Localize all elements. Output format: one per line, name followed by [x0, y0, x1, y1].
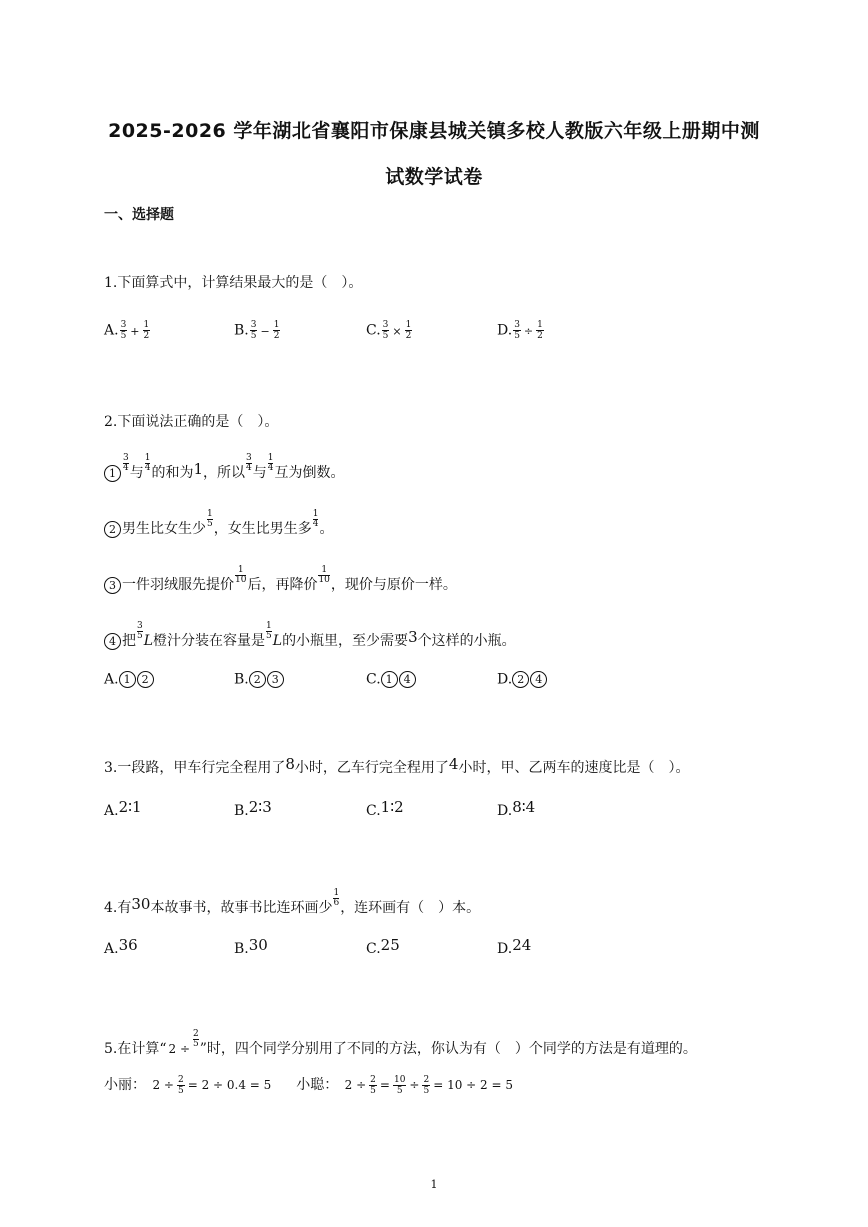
q5-student-answers: 小丽： 2 ÷ $\frac{2}{5}$ = 2 ÷ 0.4 = 5 小聪： 2 ÷ $\frac{2}{5}$ = $\frac{10}{5}$ ÷ $\frac{2}{5}$ = 10 ÷ 2 = 5: [104, 1074, 513, 1096]
q3-option-b[interactable]: B.2∶3: [234, 798, 272, 819]
q1-option-a[interactable]: A. $\frac{3}{5}$ + $\frac{1}{2}$: [104, 320, 150, 341]
circled-number: 1: [104, 465, 121, 482]
xiaocong-label: 小聪：: [296, 1077, 339, 1093]
q4-stem: 4.有30本故事书，故事书比连环画少 $\frac{1}{6}$ ，连环画有（ ）本。: [104, 888, 481, 916]
q4-option-c[interactable]: C.25: [366, 936, 400, 957]
q2-option-a[interactable]: A. 1 2: [104, 671, 155, 688]
page-number: 1: [430, 1178, 438, 1191]
exam-title-line1: 2025-2026 学年湖北省襄阳市保康县城关镇多校人教版六年级上册期中测: [108, 120, 760, 142]
q1-option-d[interactable]: D. $\frac{3}{5}$ ÷ $\frac{1}{2}$: [497, 320, 543, 341]
q2-option-c[interactable]: C. 1 4: [366, 671, 417, 688]
q2-statement-4: 4 把 $\frac{3}{5}$ L橙汁分装在容量是 $\frac{1}{5}$ L的小瓶里，至少需要3个这样的小瓶。: [104, 630, 516, 650]
section-heading: 一、选择题: [104, 207, 174, 223]
q2-statement-3: 3 一件羽绒服先提价 $\frac{1}{10}$ 后，再降价 $\frac{1}{10}$ ，现价与原价一样。: [104, 574, 457, 594]
q5-stem: 5.在计算“ 2 ÷ $\frac{2}{5}$ ”时，四个同学分别用了不同的方法，你认为有（ ）个同学的方法是有道理的。: [104, 1029, 697, 1057]
q1-stem: 1.下面算式中，计算结果最大的是（ ）。: [104, 275, 363, 291]
q2-statement-1: 1 $\frac{3}{4}$ 与 $\frac{1}{4}$ 的和为1，所以 $\frac{3}{4}$ 与 $\frac{1}{4}$ 互为倒数。: [104, 462, 344, 482]
exam-title-line2: 试数学试卷: [385, 166, 483, 188]
q3-option-c[interactable]: C.1∶2: [366, 798, 404, 819]
q4-option-d[interactable]: D.24: [497, 936, 532, 957]
xiaoli-label: 小丽：: [104, 1077, 146, 1093]
q3-option-d[interactable]: D.8∶4: [497, 798, 536, 819]
q1-option-c[interactable]: C. $\frac{3}{5}$ × $\frac{1}{2}$: [366, 320, 412, 341]
circled-number: 4: [104, 633, 121, 650]
q3-stem: 3.一段路，甲车行完全程用了8小时，乙车行完全程用了4小时，甲、乙两车的速度比是（ ）。: [104, 755, 690, 776]
q2-option-d[interactable]: D. 2 4: [497, 671, 548, 688]
circled-number: 2: [104, 521, 121, 538]
q4-option-a[interactable]: A.36: [104, 936, 138, 957]
q4-option-b[interactable]: B.30: [234, 936, 268, 957]
q2-statement-2: 2 男生比女生少 $\frac{1}{5}$ ，女生比男生多 $\frac{1}{4}$ 。: [104, 518, 333, 538]
q1-option-b[interactable]: B. $\frac{3}{5}$ − $\frac{1}{2}$: [234, 320, 280, 341]
q2-option-b[interactable]: B. 2 3: [234, 671, 285, 688]
circled-number: 3: [104, 577, 121, 594]
q2-stem: 2.下面说法正确的是（ ）。: [104, 414, 279, 430]
q3-option-a[interactable]: A.2∶1: [104, 798, 142, 819]
